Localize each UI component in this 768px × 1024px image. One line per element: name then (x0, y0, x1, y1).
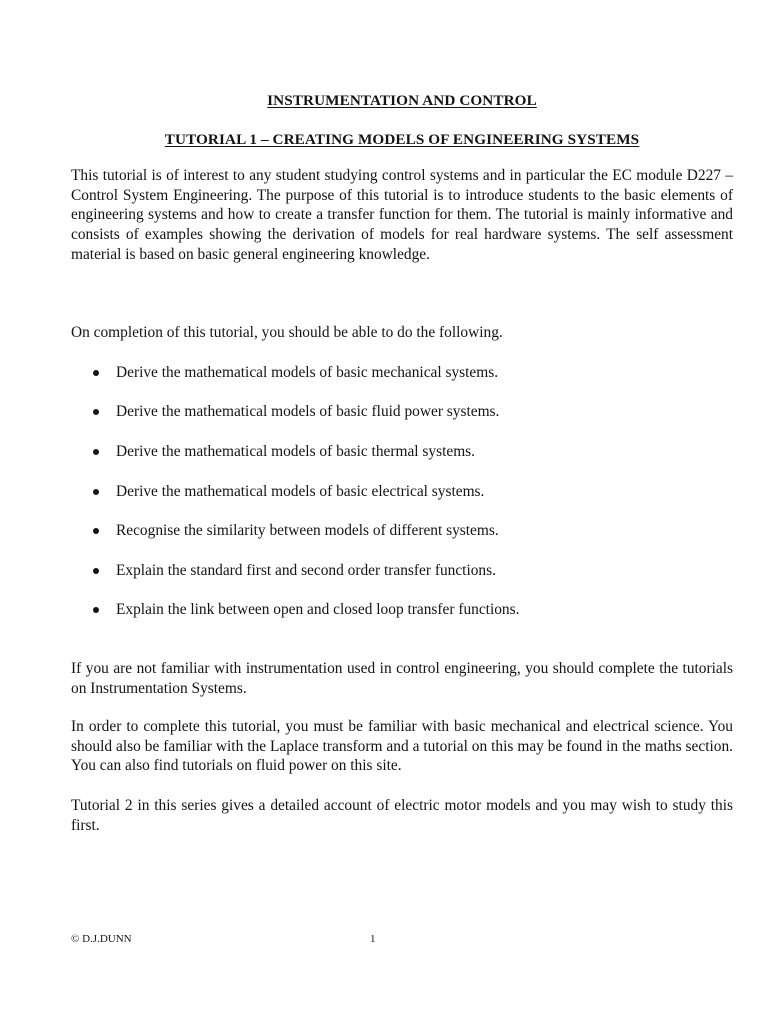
objective-text: Explain the link between open and closed loop transfer functions. (116, 601, 520, 618)
footer-copyright: © D.J.DUNN (71, 933, 132, 945)
prerequisites-paragraph: In order to complete this tutorial, you must be familiar with basic mechanical and electrical science. You should also be familiar with the Laplace transform and a tutorial on this may be found in the maths section. You can also find tutorials on fluid power on this site. (71, 718, 733, 775)
bullet-icon (93, 528, 99, 534)
bullet-icon (93, 370, 99, 376)
bullet-icon (93, 409, 99, 415)
bullet-icon (93, 607, 99, 613)
objective-text: Derive the mathematical models of basic fluid power systems. (116, 403, 500, 420)
bullet-icon (93, 568, 99, 574)
intro-paragraph: This tutorial is of interest to any student studying control systems and in particular the EC module D227 – Control System Engineering. The purpose of this tutorial is to introduce students to the basic elements of engineering systems and how to create a transfer function for them. The tutorial is mainly informative and consists of examples showing the derivation of models for real hardware systems. The self assessment material is based on basic general engineering knowledge. (71, 167, 733, 263)
objective-text: Derive the mathematical models of basic mechanical systems. (116, 364, 499, 381)
tutorial2-paragraph: Tutorial 2 in this series gives a detailed account of electric motor models and you may wish to study this first. (71, 797, 733, 834)
objective-text: Derive the mathematical models of basic thermal systems. (116, 443, 476, 460)
objective-text: Explain the standard first and second order transfer functions. (116, 562, 496, 579)
page-number: 1 (370, 933, 376, 945)
bullet-icon (93, 489, 99, 495)
bullet-icon (93, 449, 99, 455)
objectives-intro: On completion of this tutorial, you should be able to do the following. (71, 324, 503, 341)
document-subtitle: TUTORIAL 1 – CREATING MODELS OF ENGINEERING SYSTEMS (164, 131, 640, 148)
familiar-paragraph: If you are not familiar with instrumentation used in control engineering, you should complete the tutorials on Instrumentation Systems. (71, 660, 733, 697)
objective-text: Recognise the similarity between models of different systems. (116, 522, 499, 539)
objective-text: Derive the mathematical models of basic electrical systems. (116, 483, 485, 500)
document-title: INSTRUMENTATION AND CONTROL (267, 92, 537, 109)
